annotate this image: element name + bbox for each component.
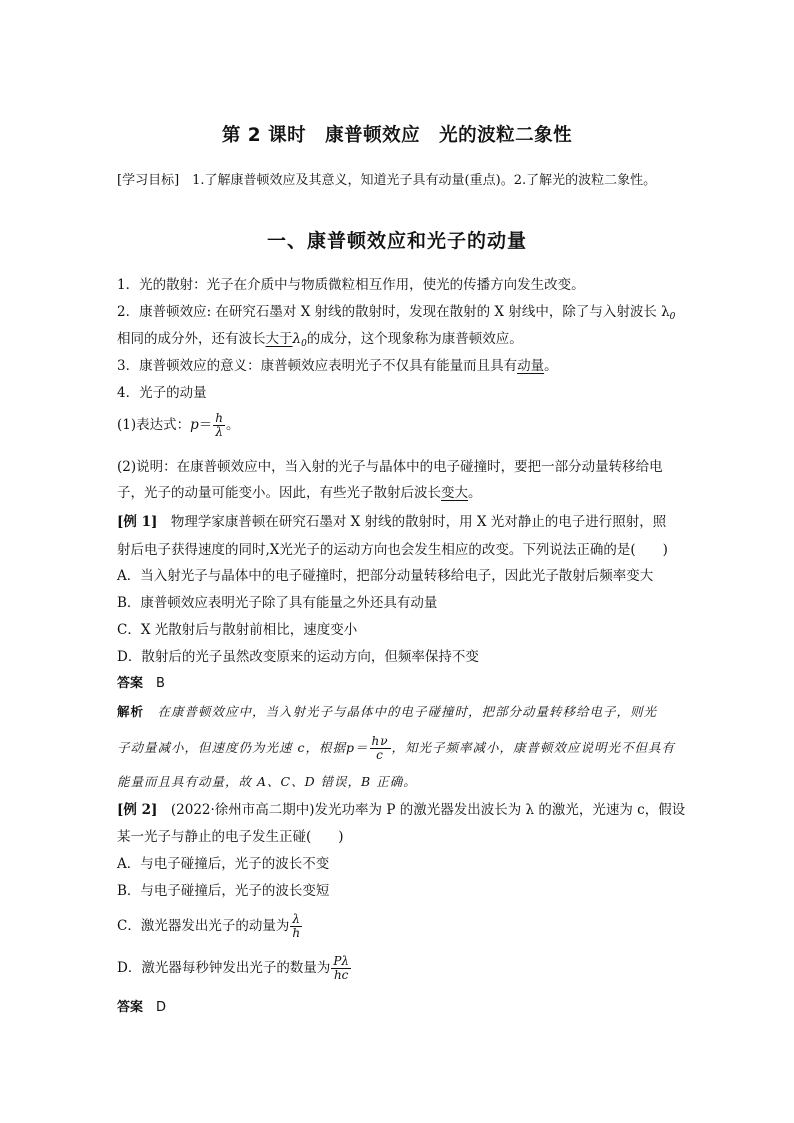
point-5-expression (117, 412, 240, 439)
point-3-significance (117, 357, 558, 375)
point-2-compton-line2 (117, 330, 523, 353)
momentum-symbol: p (190, 417, 199, 433)
example-1-stem-a: 物理学家康普顿在研究石墨对 X 射线的散射时，用 X 光对静止的电子进行照射，照 (157, 514, 667, 530)
fraction-p-lambda-over-hc (331, 955, 351, 982)
example-2-stem-a: (2022·徐州市高二期中)发光功率为 P 的激光器发出波长为 λ 的激光，光速为 c，假设 (157, 802, 686, 818)
point-3-underlined-momentum: 动量 (517, 358, 545, 374)
point-4-photon-momentum: 4．光子的动量 (117, 385, 207, 401)
fraction-numerator: Pλ (333, 954, 350, 968)
lambda-subscript: 0 (669, 312, 676, 322)
lambda-symbol: λ (292, 331, 302, 347)
point-2-underlined-greater: 大于 (265, 331, 293, 347)
point-6-explanation-line2 (117, 484, 482, 502)
example-2-option-b: B．与电子碰撞后，光子的波长变短 (117, 883, 330, 899)
example-1-stem-line2: 射后电子获得速度的同时,X光光子的运动方向也会发生相应的改变。下列说法正确的是( ) (117, 542, 668, 558)
fraction-numerator: λ (290, 913, 302, 927)
expression-label: (1)表达式： (117, 417, 191, 433)
analysis-label: 解析 (117, 704, 145, 719)
example-1-analysis-line3: 能量而且具有动量，故 A、C、D 错误，B 正确。 (117, 774, 417, 789)
point-2-compton-line1 (117, 303, 675, 326)
point-3-text: 3．康普顿效应的意义：康普顿效应表明光子不仅具有能量而且具有 (117, 358, 518, 374)
explanation-text: 子，光子的动量可能变小。因此，有些光子散射后波长 (117, 485, 441, 501)
example-1-option-c: C．X 光散射后与散射前相比，速度变小 (117, 622, 358, 638)
example-1-analysis-line1 (117, 703, 657, 721)
point-2-text-b-pre: 相同的成分外，还有波长 (117, 331, 266, 347)
point-3-end: 。 (544, 358, 558, 374)
point-1-scattering: 1．光的散射：光子在介质中与物质微粒相互作用，使光的传播方向发生改变。 (117, 277, 585, 293)
example-1-analysis-line2 (117, 734, 675, 762)
answer-label: 答案 (117, 676, 144, 691)
point-2-text-a: 2．康普顿效应: 在研究石墨对 X 射线的散射时，发现在散射的 X 射线中，除了与入射波长 λ (117, 304, 670, 320)
example-1-stem-line1 (117, 513, 666, 531)
answer-label: 答案 (117, 1000, 144, 1015)
fraction-h-over-lambda (213, 412, 225, 439)
answer-value: D (156, 1000, 167, 1015)
fraction-numerator: h (215, 411, 224, 425)
example-2-option-d (117, 952, 352, 984)
example-1-option-a: A．当入射光子与晶体中的电子碰撞时，把部分动量转移给电子，因此光子散射后频率变大 (117, 568, 654, 584)
example-2-option-a: A．与电子碰撞后，光子的波长不变 (117, 856, 330, 872)
example-1-option-b: B．康普顿效应表明光子除了具有能量之外还具有动量 (117, 595, 438, 611)
answer-value: B (156, 676, 165, 691)
fraction-denominator: h (292, 926, 301, 940)
lambda-subscript-2: 0 (301, 339, 307, 349)
expression-end: 。 (226, 417, 240, 433)
section-title: 一、康普顿效应和光子的动量 (266, 230, 527, 252)
example-2-option-c (117, 910, 303, 942)
learning-goals: [学习目标] 1.了解康普顿效应及其意义，知道光子具有动量(重点)。2.了解光的波粒二象性。 (117, 173, 657, 188)
fraction-denominator: hc (333, 968, 349, 982)
fraction-denominator: c (376, 748, 384, 762)
equals-sign: ＝ (198, 417, 213, 433)
example-2-tag: [例 2] (117, 802, 158, 818)
explanation-end: 。 (468, 485, 482, 501)
example-2-stem-line2: 某一光子与静止的电子发生正碰( ) (117, 829, 344, 845)
fraction-lambda-over-h (290, 913, 302, 940)
analysis-momentum-symbol: p (345, 740, 355, 755)
fraction-h-nu-over-c (370, 735, 391, 762)
analysis-text-b: 子动量减小，但速度仍为光速 c，根据 (117, 740, 346, 755)
option-d-text: D．激光器每秒钟发出光子的数量为 (117, 960, 331, 976)
fraction-denominator: λ (215, 425, 223, 439)
point-6-explanation-line1: (2)说明：在康普顿效应中，当入射的光子与晶体中的电子碰撞时，要把一部分动量转移给电 (117, 459, 663, 475)
example-1-answer (117, 675, 165, 693)
underlined-becomes-longer: 变大 (441, 485, 468, 501)
analysis-text-a: 在康普顿效应中，当入射光子与晶体中的电子碰撞时，把部分动量转移给电子，则光 (157, 704, 658, 719)
example-2-answer (117, 999, 166, 1017)
option-c-text: C．激光器发出光子的动量为 (117, 918, 290, 934)
example-1-tag: [例 1] (117, 514, 158, 530)
lesson-title: 第 2 课时 康普顿效应 光的波粒二象性 (221, 125, 573, 146)
example-1-option-d: D．散射后的光子虽然改变原来的运动方向，但频率保持不变 (117, 649, 479, 665)
point-2-text-b-post: 的成分，这个现象称为康普顿效应。 (306, 331, 523, 347)
example-2-stem-line1 (117, 801, 685, 819)
analysis-text-b-post: ，知光子频率减小，康普顿效应说明光不但具有 (391, 740, 676, 755)
analysis-equals: ＝ (355, 740, 369, 755)
fraction-numerator: hν (371, 734, 389, 748)
